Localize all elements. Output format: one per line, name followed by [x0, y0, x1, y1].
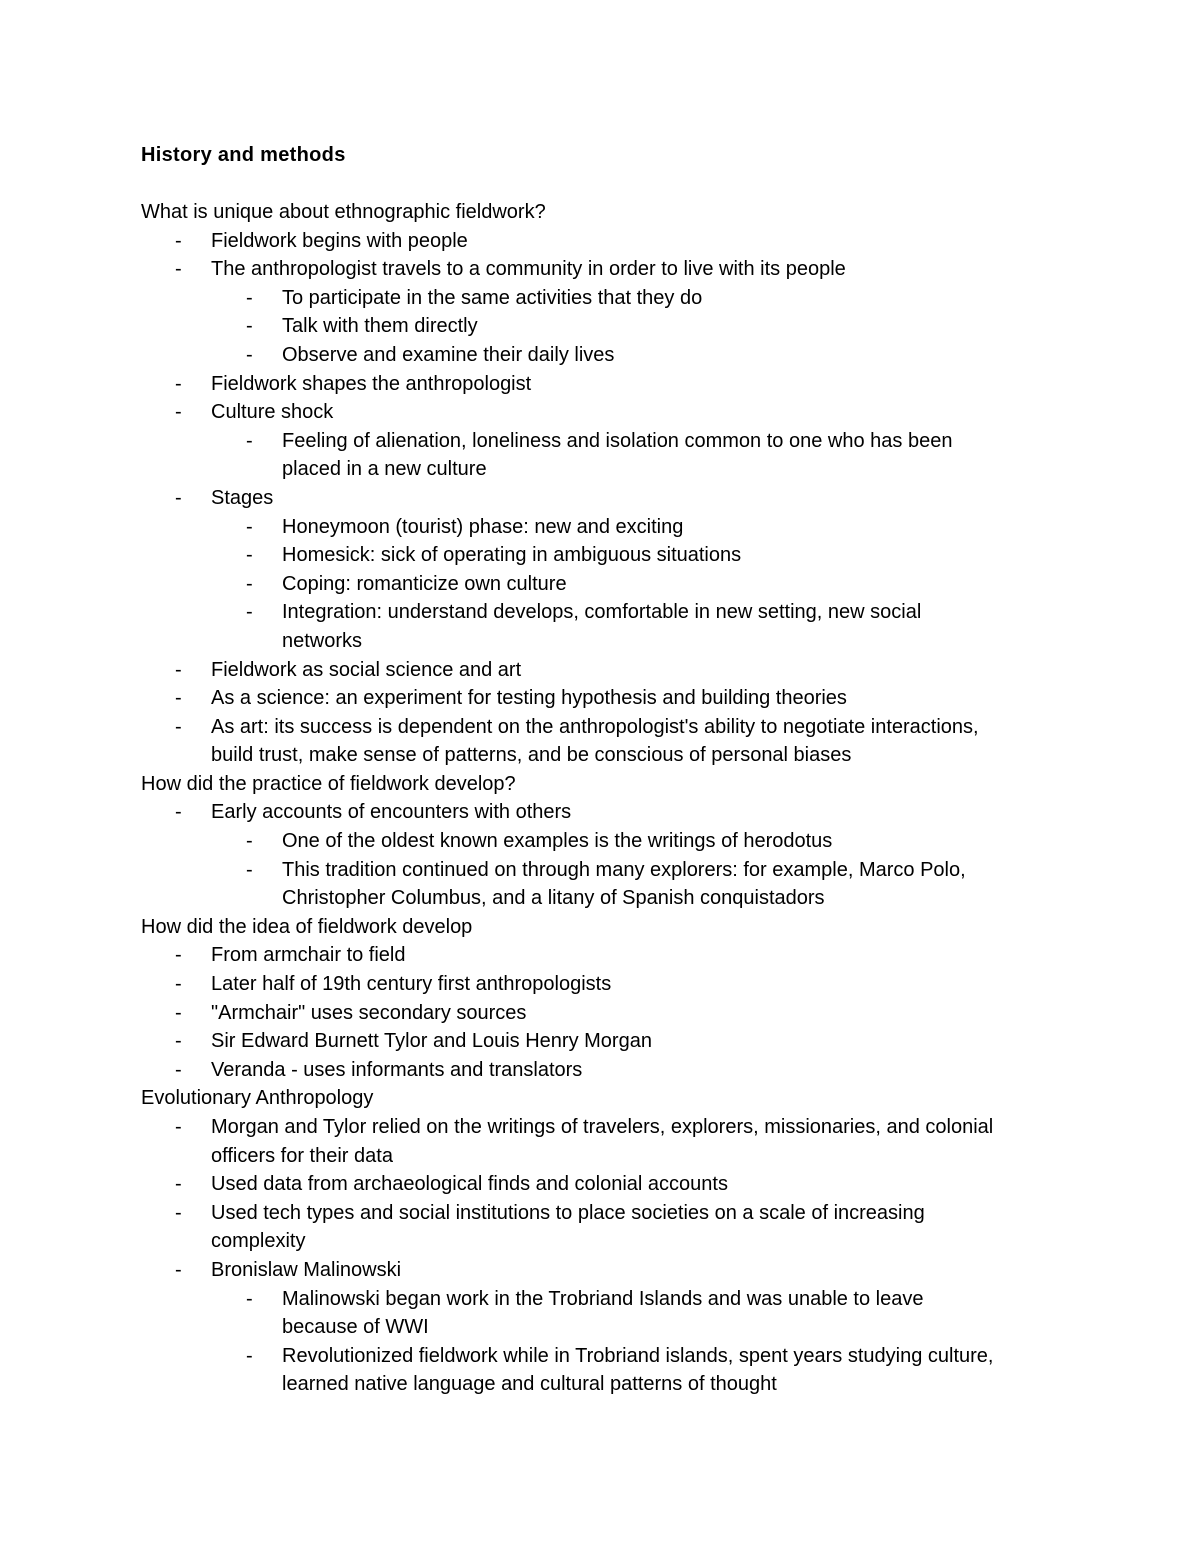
line-text: Fieldwork begins with people	[211, 229, 468, 252]
list-item	[0, 999, 1200, 1028]
bullet-dash: -	[175, 801, 182, 824]
list-item	[0, 656, 1200, 685]
line-text: As a science: an experiment for testing hypothesis and building theories	[211, 687, 847, 710]
list-item	[0, 341, 1200, 370]
list-item	[0, 1370, 1200, 1399]
list-item	[0, 1199, 1200, 1228]
list-item	[0, 684, 1200, 713]
bullet-dash: -	[175, 1201, 182, 1224]
list-item	[0, 856, 1200, 885]
list-item	[0, 1113, 1200, 1142]
list-item	[0, 713, 1200, 742]
list-item	[0, 1027, 1200, 1056]
bullet-dash: -	[246, 429, 253, 452]
bullet-dash: -	[246, 286, 253, 309]
bullet-dash: -	[175, 944, 182, 967]
line-text: Malinowski began work in the Trobriand Islands and was unable to leave	[282, 1287, 924, 1310]
line-text: Culture shock	[211, 401, 334, 424]
list-item	[0, 455, 1200, 484]
line-text: Coping: romanticize own culture	[282, 572, 567, 595]
document-title: History and methods	[141, 144, 346, 166]
section-heading	[0, 198, 1200, 227]
line-text: Christopher Columbus, and a litany of Spanish conquistadors	[282, 887, 825, 910]
line-text: Fieldwork shapes the anthropologist	[211, 372, 532, 395]
bullet-dash: -	[246, 1287, 253, 1310]
section-heading	[0, 770, 1200, 799]
line-text: networks	[282, 629, 363, 652]
bullet-dash: -	[175, 229, 182, 252]
bullet-dash: -	[246, 601, 253, 624]
bullet-dash: -	[246, 858, 253, 881]
bullet-dash: -	[175, 658, 182, 681]
line-text: build trust, make sense of patterns, and be conscious of personal biases	[211, 744, 852, 767]
list-item	[0, 884, 1200, 913]
line-text: complexity	[211, 1230, 306, 1253]
bullet-dash: -	[175, 1030, 182, 1053]
list-item	[0, 398, 1200, 427]
list-item	[0, 598, 1200, 627]
line-text: Later half of 19th century first anthropologists	[211, 973, 612, 996]
list-item	[0, 741, 1200, 770]
list-item	[0, 370, 1200, 399]
list-item	[0, 1170, 1200, 1199]
section-heading	[0, 913, 1200, 942]
line-text: One of the oldest known examples is the writings of herodotus	[282, 830, 833, 853]
list-item	[0, 627, 1200, 656]
line-text: As art: its success is dependent on the anthropologist's ability to negotiate interactions,	[211, 715, 979, 738]
list-item	[0, 1256, 1200, 1285]
line-text: To participate in the same activities that they do	[282, 286, 703, 309]
line-text: Honeymoon (tourist) phase: new and exciting	[282, 515, 684, 538]
list-item	[0, 541, 1200, 570]
line-text: Talk with them directly	[282, 315, 478, 338]
line-text: Used tech types and social institutions to place societies on a scale of increasing	[211, 1201, 925, 1224]
line-text: This tradition continued on through many explorers: for example, Marco Polo,	[282, 858, 966, 881]
list-item	[0, 570, 1200, 599]
list-item	[0, 513, 1200, 542]
bullet-dash: -	[246, 315, 253, 338]
line-text: Integration: understand develops, comfortable in new setting, new social	[282, 601, 922, 624]
bullet-dash: -	[246, 343, 253, 366]
line-text: Morgan and Tylor relied on the writings of travelers, explorers, missionaries, and colonial	[211, 1116, 994, 1138]
list-item	[0, 284, 1200, 313]
line-text: placed in a new culture	[282, 458, 487, 481]
line-text: From armchair to field	[211, 944, 406, 967]
bullet-dash: -	[175, 372, 182, 395]
line-text: Veranda - uses informants and translators	[211, 1058, 583, 1081]
bullet-dash: -	[175, 258, 182, 281]
line-text: Observe and examine their daily lives	[282, 343, 615, 366]
line-text: officers for their data	[211, 1144, 393, 1167]
section-heading	[0, 1084, 1200, 1113]
list-item	[0, 1342, 1200, 1371]
line-text: Evolutionary Anthropology	[141, 1087, 374, 1110]
line-text: Stages	[211, 486, 274, 509]
list-item	[0, 312, 1200, 341]
bullet-dash: -	[246, 515, 253, 538]
line-text: Sir Edward Burnett Tylor and Louis Henry Morgan	[211, 1030, 652, 1053]
bullet-dash: -	[175, 401, 182, 424]
line-text: How did the idea of fieldwork develop	[141, 915, 473, 938]
list-item	[0, 941, 1200, 970]
bullet-dash: -	[175, 1001, 182, 1024]
bullet-dash: -	[175, 1058, 182, 1081]
list-item	[0, 1227, 1200, 1256]
bullet-dash: -	[175, 687, 182, 710]
line-text: Fieldwork as social science and art	[211, 658, 522, 681]
list-item	[0, 1285, 1200, 1314]
bullet-dash: -	[175, 973, 182, 996]
bullet-dash: -	[175, 1173, 182, 1196]
list-item	[0, 1142, 1200, 1171]
line-text: Bronislaw Malinowski	[211, 1258, 402, 1281]
bullet-dash: -	[175, 1258, 182, 1281]
list-item	[0, 255, 1200, 284]
list-item	[0, 227, 1200, 256]
list-item	[0, 827, 1200, 856]
bullet-dash: -	[175, 486, 182, 509]
line-text: Homesick: sick of operating in ambiguous situations	[282, 544, 742, 567]
line-text: learned native language and cultural patterns of thought	[282, 1373, 777, 1396]
list-item	[0, 1056, 1200, 1085]
line-text: Used data from archaeological finds and colonial accounts	[211, 1173, 728, 1196]
bullet-dash: -	[246, 830, 253, 853]
bullet-dash: -	[246, 1344, 253, 1367]
bullet-dash: -	[246, 572, 253, 595]
line-text: What is unique about ethnographic fieldwork?	[141, 201, 546, 223]
line-text: How did the practice of fieldwork develop?	[141, 772, 516, 795]
list-item	[0, 484, 1200, 513]
list-item	[0, 798, 1200, 827]
bullet-dash: -	[175, 1116, 182, 1138]
list-item	[0, 427, 1200, 456]
line-text: The anthropologist travels to a community in order to live with its people	[211, 258, 846, 281]
line-text: "Armchair" uses secondary sources	[211, 1001, 527, 1024]
bullet-dash: -	[175, 715, 182, 738]
line-text: Revolutionized fieldwork while in Trobriand islands, spent years studying culture,	[282, 1344, 994, 1367]
bullet-dash: -	[246, 544, 253, 567]
notes-list	[0, 198, 1200, 1399]
line-text: Feeling of alienation, loneliness and isolation common to one who has been	[282, 429, 953, 452]
list-item	[0, 1313, 1200, 1342]
line-text: because of WWI	[282, 1316, 429, 1339]
list-item	[0, 970, 1200, 999]
line-text: Early accounts of encounters with others	[211, 801, 572, 824]
